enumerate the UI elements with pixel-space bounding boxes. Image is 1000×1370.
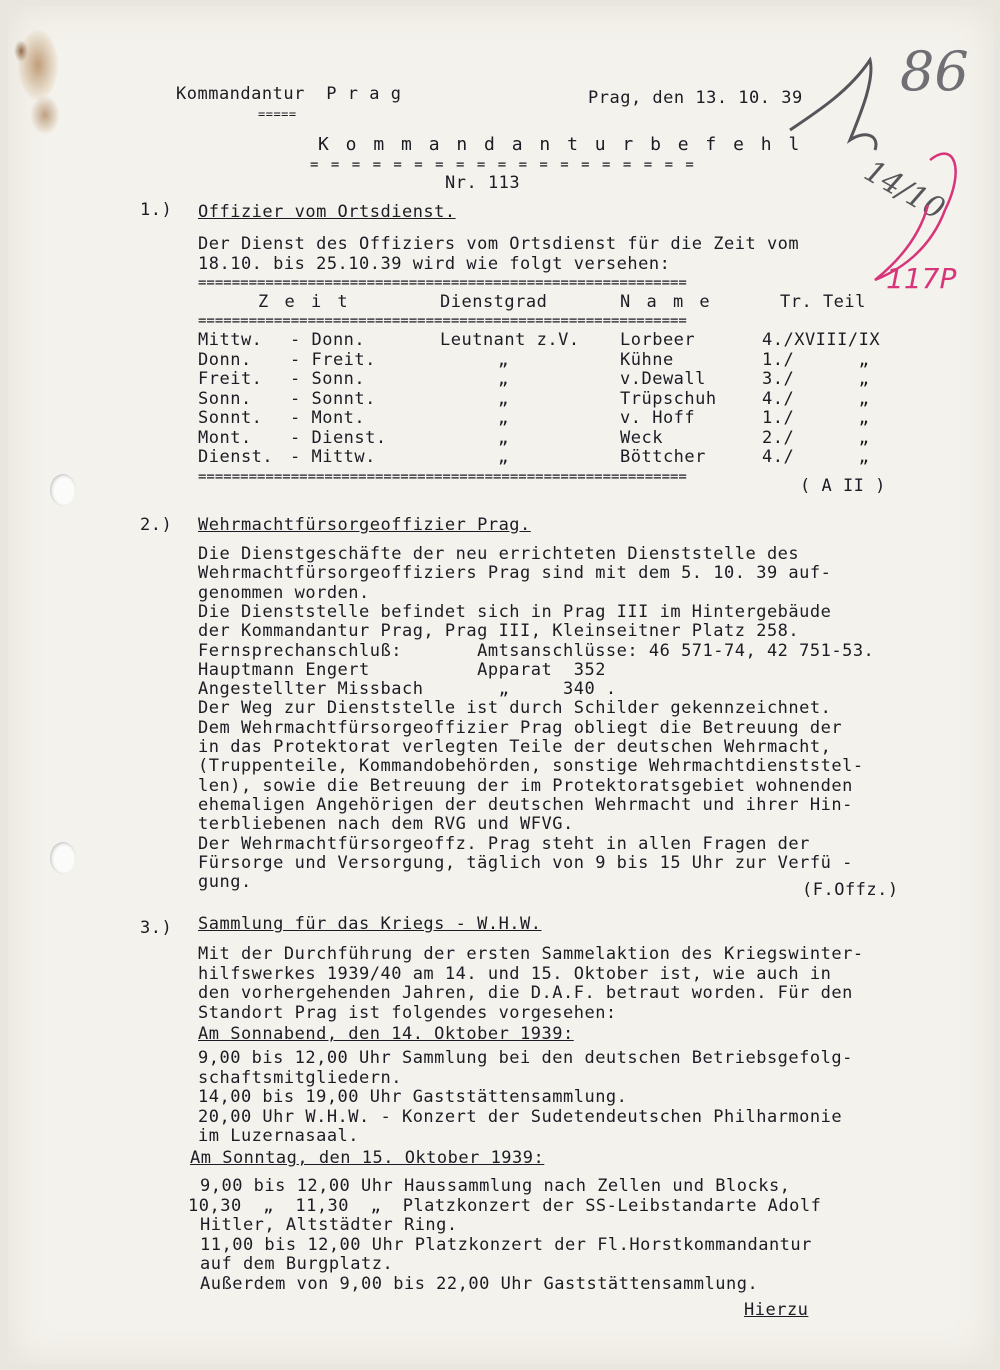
- cell-unit: 4./ „: [762, 447, 870, 467]
- section-heading: Sammlung für das Kriegs - W.H.W.: [198, 914, 542, 934]
- paragraph-line: den vorhergehenden Jahren, die D.A.F. betraut worden. Für den: [198, 983, 853, 1003]
- paragraph-line: Der Weg zur Dienststelle ist durch Schilder gekennzeichnet.: [198, 698, 832, 719]
- table-reference: ( A II ): [800, 476, 886, 496]
- section-number: 2.): [140, 515, 173, 535]
- table-rule: ==========================================================: [198, 276, 687, 290]
- schedule-line: 11,00 bis 12,00 Uhr Platzkonzert der Fl.Horstkommandantur: [200, 1234, 812, 1255]
- section-number: 3.): [140, 918, 173, 938]
- table-header-time: Z e i t: [258, 292, 351, 312]
- cell-unit: 4./ „: [762, 388, 870, 409]
- section-reference: (F.Offz.): [802, 880, 899, 900]
- cell-to: - Sonn.: [290, 369, 366, 389]
- cell-name: Weck: [620, 427, 663, 448]
- cell-to: - Mont.: [290, 408, 366, 428]
- cell-rank: „: [498, 427, 509, 448]
- table-header-unit: Tr. Teil: [780, 292, 866, 312]
- schedule-line: schaftsmitgliedern.: [198, 1067, 402, 1088]
- cell-rank: Leutnant z.V.: [440, 330, 580, 350]
- cell-unit: 4./XVIII/IX: [762, 330, 881, 350]
- cell-unit: 3./ „: [762, 369, 870, 389]
- section-heading: Offizier vom Ortsdienst.: [198, 202, 456, 222]
- paragraph-line: (Truppenteile, Kommandobehörden, sonstige Wehrmachtdienststel-: [198, 756, 864, 777]
- order-number: Nr. 113: [445, 173, 521, 193]
- schedule-line: 20,00 Uhr W.H.W. - Konzert der Sudetendeutschen Philharmonie: [198, 1106, 843, 1127]
- paragraph-line: len), sowie die Betreuung der im Protektoratsgebiet wohnenden: [198, 775, 853, 796]
- cell-to: - Donn.: [290, 330, 366, 350]
- cell-rank: „: [498, 369, 509, 389]
- cell-name: Böttcher: [620, 447, 706, 467]
- schedule-line: 9,00 bis 12,00 Uhr Sammlung bei den deutschen Betriebsgefolg-: [198, 1048, 853, 1068]
- red-mark: 117P: [886, 262, 957, 295]
- paragraph-line: Dem Wehrmachtfürsorgeoffizier Prag obliegt die Betreuung der: [198, 717, 843, 738]
- order-title: K o m m a n d a n t u r b e f e h l: [318, 134, 803, 155]
- table-header-name: N a m e: [620, 292, 713, 312]
- cell-from: Sonn.: [198, 388, 252, 409]
- cell-name: v.Dewall: [620, 369, 706, 389]
- schedule-line: Außerdem von 9,00 bis 22,00 Uhr Gaststättensammlung.: [200, 1273, 759, 1294]
- day-heading: Am Sonnabend, den 14. Oktober 1939:: [198, 1024, 574, 1044]
- cell-rank: „: [498, 349, 509, 370]
- paragraph-line: genommen worden.: [198, 582, 370, 603]
- day-heading: Am Sonntag, den 15. Oktober 1939:: [190, 1148, 545, 1168]
- punch-hole: [50, 842, 76, 874]
- paragraph-line: Der Dienst des Offiziers vom Ortsdienst für die Zeit vom: [198, 234, 800, 254]
- section-number: 1.): [140, 200, 173, 220]
- cell-unit: 1./ „: [762, 408, 870, 428]
- paragraph-line: hilfswerkes 1939/40 am 14. und 15. Oktober ist, wie auch in: [198, 963, 832, 984]
- cell-rank: „: [498, 447, 509, 467]
- cell-name: Lorbeer: [620, 330, 696, 350]
- paragraph-line: 18.10. bis 25.10.39 wird wie folgt versehen:: [198, 254, 671, 274]
- cell-from: Donn.: [198, 349, 252, 370]
- initial-date: 14/10: [858, 153, 951, 228]
- paragraph-line: der Kommandantur Prag, Prag III, Kleinseitner Platz 258.: [198, 621, 800, 642]
- cell-from: Mont.: [198, 427, 252, 448]
- paragraph-line: ehemaligen Angehörigen der deutschen Wehrmacht und ihrer Hin-: [198, 794, 853, 815]
- rust-stain: [30, 95, 60, 135]
- paragraph-line: Hauptmann Engert Apparat 352: [198, 659, 606, 680]
- cell-rank: „: [498, 388, 509, 409]
- cell-unit: 1./ „: [762, 349, 870, 370]
- schedule-line: im Luzernasaal.: [198, 1126, 360, 1146]
- continued-note: Hierzu: [744, 1300, 809, 1320]
- paragraph-line: in das Protektorat verlegten Teile der deutschen Wehrmacht,: [198, 737, 832, 757]
- cell-from: Sonnt.: [198, 408, 263, 428]
- section-heading: Wehrmachtfürsorgeoffizier Prag.: [198, 515, 531, 535]
- schedule-line: 9,00 bis 12,00 Uhr Haussammlung nach Zellen und Blocks,: [200, 1176, 791, 1196]
- issuing-authority: Kommandantur P r a g: [176, 84, 402, 104]
- cell-to: - Freit.: [290, 349, 376, 370]
- paragraph-line: Die Dienstgeschäfte der neu errichteten Dienststelle des: [198, 544, 800, 564]
- schedule-line: 10,30 „ 11,30 „ Platzkonzert der SS-Leibstandarte Adolf: [188, 1195, 822, 1216]
- authority-underline: =====: [258, 107, 297, 121]
- cell-from: Mittw.: [198, 330, 263, 350]
- title-underline: = = = = = = = = = = = = = = = = = = =: [310, 157, 696, 173]
- table-header-rank: Dienstgrad: [440, 292, 548, 312]
- paragraph-line: Die Dienststelle befindet sich in Prag III im Hintergebäude: [198, 601, 832, 622]
- cell-rank: „: [498, 408, 509, 428]
- archive-number: 86: [900, 40, 969, 103]
- cell-name: Trüpschuh: [620, 388, 717, 409]
- paragraph-line: terbliebenen nach dem RVG und WFVG.: [198, 814, 574, 835]
- paragraph-line: Angestellter Missbach „ 340 .: [198, 679, 617, 700]
- cell-name: v. Hoff: [620, 408, 696, 428]
- schedule-line: Hitler, Altstädter Ring.: [200, 1215, 458, 1235]
- cell-from: Freit.: [198, 369, 263, 389]
- cell-to: - Dienst.: [290, 427, 387, 448]
- schedule-line: auf dem Burgplatz.: [200, 1254, 394, 1274]
- punch-hole: [50, 474, 76, 506]
- rust-stain: [14, 40, 28, 62]
- schedule-line: 14,00 bis 19,00 Uhr Gaststättensammlung.: [198, 1087, 628, 1107]
- cell-name: Kühne: [620, 349, 674, 370]
- cell-from: Dienst.: [198, 447, 274, 467]
- cell-to: - Mittw.: [290, 447, 376, 467]
- paragraph-line: Mit der Durchführung der ersten Sammelaktion des Kriegswinter-: [198, 944, 864, 964]
- cell-to: - Sonnt.: [290, 388, 376, 409]
- cell-unit: 2./ „: [762, 427, 870, 448]
- place-date: Prag, den 13. 10. 39: [588, 88, 803, 108]
- handwritten-annotations: [780, 20, 995, 310]
- paragraph-line: Fernsprechanschluß: Amtsanschlüsse: 46 571-74, 42 751-53.: [198, 640, 875, 661]
- table-rule: ==========================================================: [198, 470, 687, 484]
- paragraph-line: Standort Prag ist folgendes vorgesehen:: [198, 1002, 617, 1023]
- pencil-signature: [790, 60, 876, 150]
- paragraph-line: Der Wehrmachtfürsorgeoffz. Prag steht in allen Fragen der: [198, 833, 810, 854]
- paragraph-line: Fürsorge und Versorgung, täglich von 9 bis 15 Uhr zur Verfü -: [198, 852, 853, 873]
- paragraph-line: gung.: [198, 872, 252, 893]
- paragraph-line: Wehrmachtfürsorgeoffiziers Prag sind mit dem 5. 10. 39 auf-: [198, 563, 832, 584]
- table-rule: ==========================================================: [198, 314, 687, 328]
